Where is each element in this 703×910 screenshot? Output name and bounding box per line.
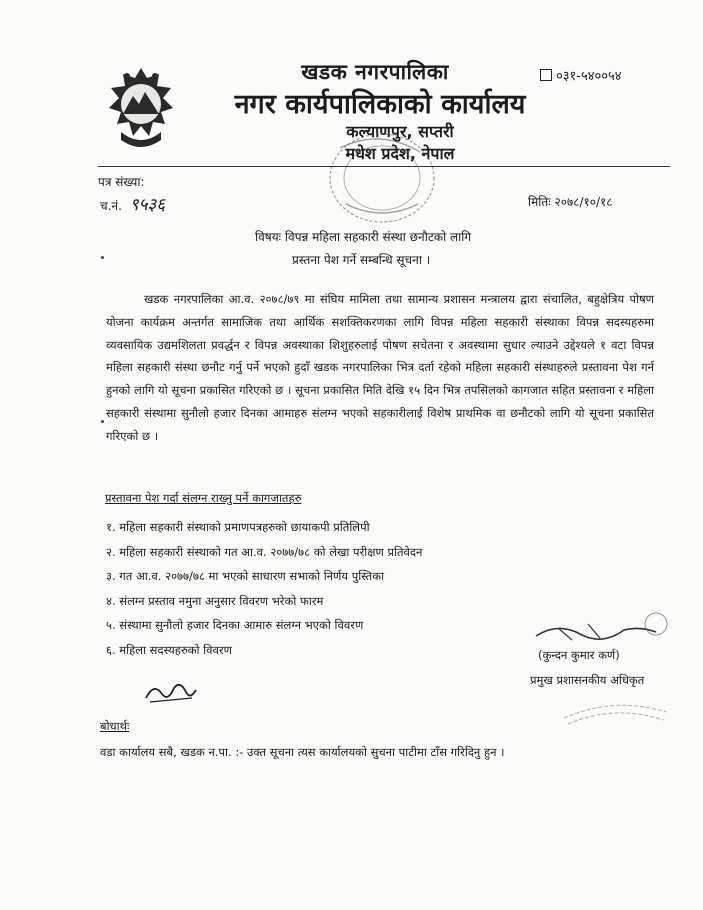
phone-value: ०३१-५४००५४ <box>556 69 622 84</box>
dispatch-number-value: ९५३६ <box>129 195 166 215</box>
list-item: ३. गत आ.व. २०७७/७८ मा भएको साधारण सभाको निर्णय पुस्तिका <box>106 569 385 584</box>
dispatch-number <box>100 192 165 215</box>
list-item: १. महिला सहकारी संस्थाको प्रमाणपत्रहरुको छायाकपी प्रतिलिपी <box>106 520 370 534</box>
letter-date <box>528 193 613 210</box>
margin-dot <box>101 420 104 423</box>
subject-line-2: प्रस्तना पेश गर्ने सम्बन्धि सूचना । <box>292 253 431 267</box>
date-value: २०७८/१०/१८ <box>554 195 613 209</box>
office-title: नगर कार्यपालिकाको कार्यालय <box>234 89 526 120</box>
documents-list <box>106 520 436 668</box>
municipality-name: खडक नगरपालिका <box>301 60 449 84</box>
officer-signature-icon <box>528 608 678 648</box>
list-item: २. महिला सहकारी संस्थाको गत आ.व. २०७७/७८ को लेखा परीक्षण प्रतिवेदन <box>106 544 423 559</box>
designation-stamp-icon <box>560 690 670 725</box>
header-divider <box>98 166 670 167</box>
signatory-title: प्रमुख प्रशासनकीय अधिकृत <box>530 673 645 687</box>
initials-signature-icon <box>140 676 200 706</box>
address-line-1: कल्याणपुर, सप्तरी <box>346 122 454 141</box>
date-label: मितिः <box>528 195 551 209</box>
phone-number <box>540 66 622 84</box>
documents-heading: प्रस्तावना पेश गर्दा संलग्न राख्नु पर्ने कागजातहरु <box>105 491 302 505</box>
dispatch-number-label: च.नं. <box>100 199 122 213</box>
list-item: ५. संस्थामा सुनौलो हजार दिनका आमारु संलग्न भएको विवरण <box>106 618 364 633</box>
letter-number-label: पत्र संख्या: <box>98 175 145 189</box>
margin-dot <box>101 256 104 259</box>
signatory-name: (कुन्दन कुमार कर्ण) <box>538 648 620 662</box>
government-emblem-icon <box>97 62 185 154</box>
subject-line-1: विषयः विपन्न महिला सहकारी संस्था छनौटको लागि <box>255 230 472 244</box>
office-stamp-icon <box>300 118 460 228</box>
notice-body: खडक नगरपालिका आ.व. २०७८/७९ मा संघिय मामिला तथा सामान्य प्रशासन मन्त्रालय द्वारा संचालित, बहुक्षेत्रिय पोषण योजना कार्यक्रम अन्तर्गत सामाजिक तथा आर्थिक सशक्तिकरणका लागि विपन्न महिला सहकारी संस्थाका विपन्न सदस्यहरुमा व्यवसायिक उद्यमशिलता प्रवर्द्धन र विपन्न अवस्थाका शिशुहरुलाई पोषण सचेतना र अवस्थामा सुधार ल्याउने उद्देश्यले १ वटा विपन्न महिला सहकारी संस्था छनौट गर्नु पर्ने भएको हुदाँ खडक नगरपालिका भित्र दर्ता रहेको महिला सहकारी संस्थाहरुले प्रस्तावना पेश गर्न हुनको लागि यो सूचना प्रकासित गरिएको छ । सूचना प्रकासित मिति देखि १५ दिन भित्र तपसिलको कागजात सहित प्रस्तावना र महिला सहकारी संस्थामा सुनौलो हजार दिनका आमाहरु संलग्न भएको सहकारीलाई विशेष प्राथमिक वा छनौटको लागि यो सूचना प्रकासित गरिएको छ । <box>106 292 654 443</box>
cc-text: वडा कार्यालय सबै, खडक न.पा. :- उक्त सूचना त्यस कार्यालयको सुचना पाटीमा टाँस गरिदिनु हुन । <box>100 745 505 759</box>
list-item: ६. महिला सदस्यहरुको विवरण <box>106 642 232 657</box>
telephone-icon <box>540 69 552 81</box>
list-item: ४. संलग्न प्रस्ताव नमुना अनुसार विवरण भरेको फारम <box>106 593 324 608</box>
address-line-2: मधेश प्रदेश, नेपाल <box>345 144 455 163</box>
cc-label: बोधार्थः <box>100 719 130 733</box>
